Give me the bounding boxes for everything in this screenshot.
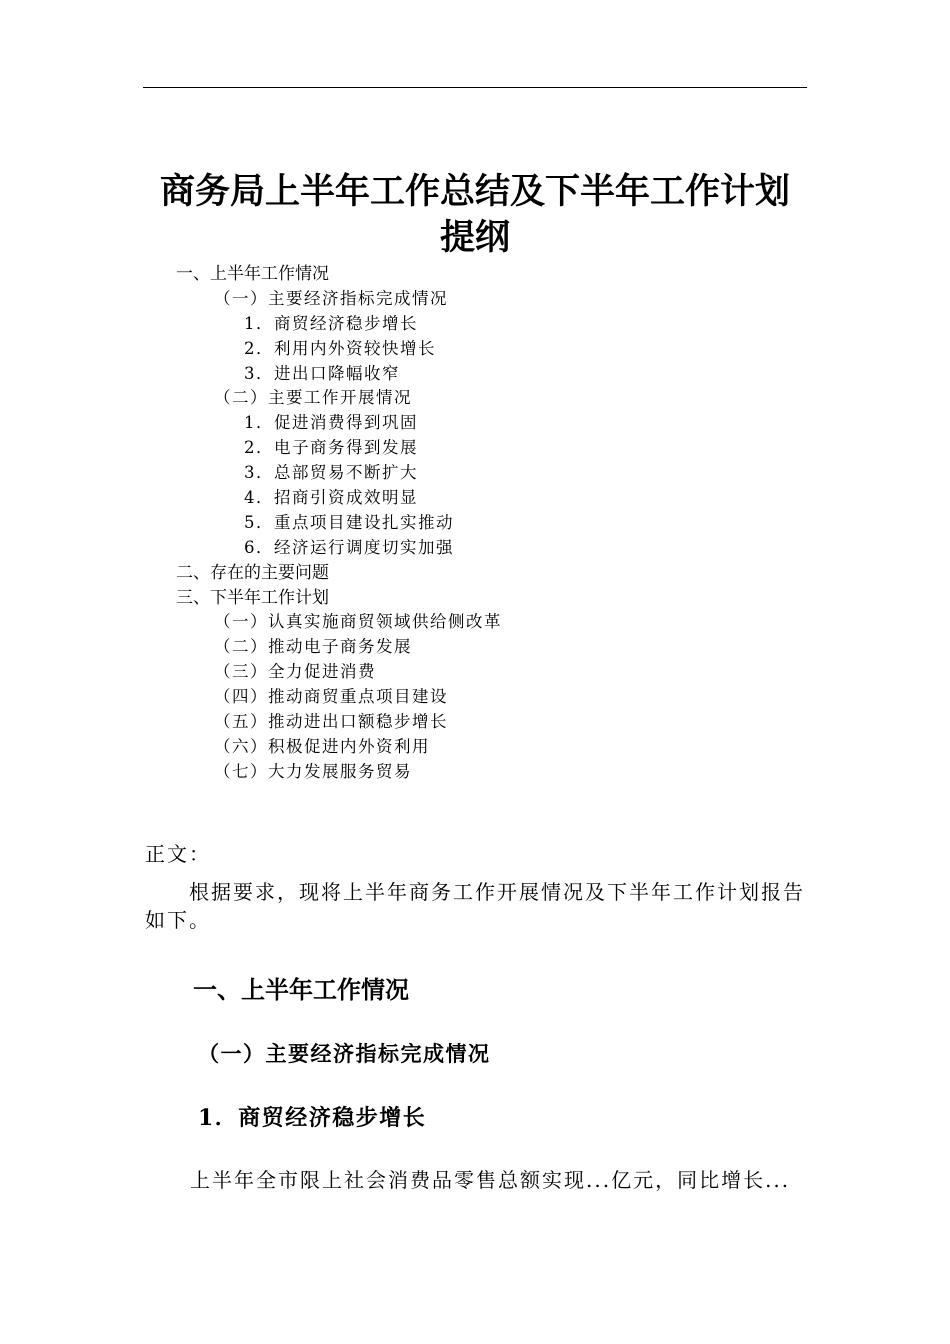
outline-section-1: 一、上半年工作情况 xyxy=(176,264,329,284)
outline-item: 2．电子商务得到发展 xyxy=(244,438,418,457)
header-rule xyxy=(143,87,807,88)
section-heading: 一、上半年工作情况 xyxy=(193,976,409,1004)
item-heading: 1．商贸经济稳步增长 xyxy=(198,1105,427,1131)
subsection-heading: （一）主要经济指标完成情况 xyxy=(198,1041,491,1066)
outline-subsection-1-1: （一）主要经济指标完成情况 xyxy=(214,289,448,308)
document-title: 商务局上半年工作总结及下半年工作计划 xyxy=(159,172,790,212)
outline-item: 3．总部贸易不断扩大 xyxy=(244,463,418,482)
outline-item: 2．利用内外资较快增长 xyxy=(244,339,436,358)
outline-item: 1．商贸经济稳步增长 xyxy=(244,314,418,333)
outline-section-2: 二、存在的主要问题 xyxy=(176,563,329,583)
outline-item: 4．招商引资成效明显 xyxy=(244,488,418,507)
outline-plan-item: （五）推动进出口额稳步增长 xyxy=(214,712,448,731)
intro-paragraph: 根据要求，现将上半年商务工作开展情况及下半年工作计划报告如下。 xyxy=(145,880,805,932)
outline-plan-item: （一）认真实施商贸领域供给侧改革 xyxy=(214,612,502,631)
body-paragraph: 上半年全市限上社会消费品零售总额实现...亿元，同比增长... xyxy=(190,1168,791,1192)
outline-item: 1．促进消费得到巩固 xyxy=(244,413,418,432)
outline-plan-item: （四）推动商贸重点项目建设 xyxy=(214,687,448,706)
outline-item: 5．重点项目建设扎实推动 xyxy=(244,513,454,532)
outline-subsection-1-2: （二）主要工作开展情况 xyxy=(214,388,412,407)
body-label: 正文： xyxy=(145,842,211,866)
outline-plan-item: （六）积极促进内外资利用 xyxy=(214,737,430,756)
outline-plan-item: （七）大力发展服务贸易 xyxy=(214,762,412,781)
outline-item: 3．进出口降幅收窄 xyxy=(244,364,400,383)
outline-item: 6．经济运行调度切实加强 xyxy=(244,538,454,557)
document-title-line2: 提纲 xyxy=(439,218,510,258)
outline-plan-item: （三）全力促进消费 xyxy=(214,662,376,681)
outline-section-3: 三、下半年工作计划 xyxy=(176,588,329,608)
outline-plan-item: （二）推动电子商务发展 xyxy=(214,637,412,656)
